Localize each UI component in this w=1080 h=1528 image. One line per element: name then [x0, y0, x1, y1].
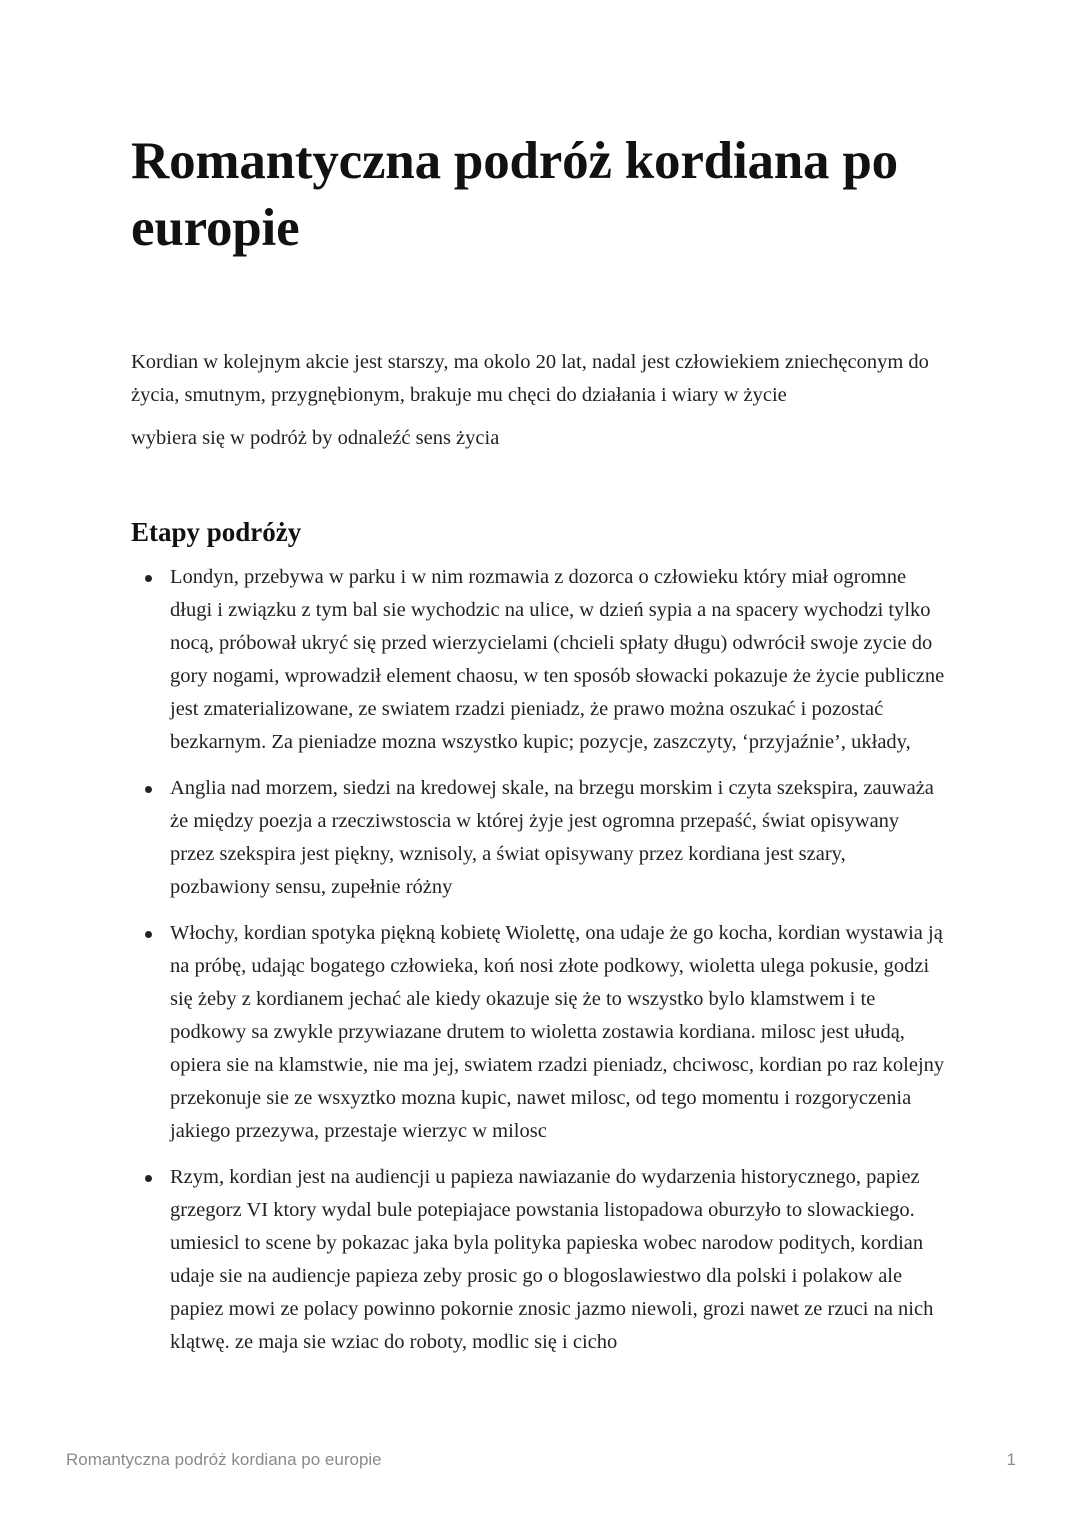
intro-paragraph: Kordian w kolejnym akcie jest starszy, ma okolo 20 lat, nadal jest człowiekiem zniechęconym do życia, smutnym, przygnębionym, brakuje mu chęci do działania i wiary w życie [131, 351, 929, 406]
list-item-text: Londyn, przebywa w parku i w nim rozmawia z dozorca o człowieku który miał ogromne długi i związku z tym bal sie wychodzic na ulice, w dzień sypia a na spacery wychodzi tylko nocą, próbował ukryć się przed wierzycielami (chcieli spłaty długu) odwrócił swoje zycie do gory nogami, wprowadził element chaosu, w ten sposób słowacki pokazuje że życie publiczne jest zmaterializowane, ze swiatem rzadzi pieniadz, że prawo można oszukać i pozostać bezkarnym. Za pieniadze mozna wszystko kupic; pozycje, zaszczyty, ‘przyjaźnie’, układy, [170, 566, 945, 753]
page-footer [66, 1448, 1016, 1472]
bullet-icon [145, 786, 152, 793]
document-title: Romantyczna podróż kordiana po europie [131, 132, 898, 257]
list-item-text: Rzym, kordian jest na audiencji u papieza nawiazanie do wydarzenia historycznego, papiez grzegorz VI ktory wydal bule potepiajace powstania listopadowa oburzyło to slowackiego. umiesicl to scene by pokazac jaka byla polityka papieska wobec narodow podityсh, kordian udaje sie na audiencje papieza zeby prosic go o blogoslawiestwo dla polski i polakow ale papiez mowi ze polacy powinno pokornie znosic jazmo niewoli, grozi nawet ze rzuci na nich klątwę. ze maja sie wziac do roboty, modlic się i cicho [170, 1166, 934, 1353]
footer-title: Romantyczna podróż kordiana po europie [66, 1450, 382, 1469]
list-item [131, 772, 946, 904]
stages-list [131, 561, 946, 1359]
list-item [131, 1161, 946, 1359]
intro-section [131, 346, 946, 455]
section-heading: Etapy podróży [131, 517, 302, 547]
bullet-icon [145, 931, 152, 938]
list-item [131, 917, 946, 1148]
intro-paragraph: wybiera się w podróż by odnaleźć sens życia [131, 427, 500, 449]
bullet-icon [145, 575, 152, 582]
bullet-icon [145, 1175, 152, 1182]
list-item-text: Anglia nad morzem, siedzi na kredowej skale, na brzegu morskim i czyta szekspira, zauważa że między poezja a rzecziwstoscia w której żyje jest ogromna przepaść, świat opisywany przez szekspira jest piękny, wznisoly, a świat opisywany przez kordiana jest szary, pozbawiony sensu, zupełnie różny [170, 777, 934, 898]
page-number: 1 [1006, 1450, 1016, 1469]
list-item [131, 561, 946, 759]
list-item-text: Włochy, kordian spotyka piękną kobietę Wiolettę, ona udaje że go kocha, kordian wystawia ją na próbę, udając bogatego człowieka, koń nosi złote podkowy, wioletta ulega pokusie, godzi się żeby z kordianem jechać ale kiedy okazuje się że to wszystko bylo klamstwem i te podkowy sa zwykle przywiazane drutem to wioletta zostawia kordiana. milosc jest ułudą, opiera sie na klamstwie, nie ma jej, swiatem rzadzi pieniadz, chciwosc, kordian po raz kolejny przekonuje sie ze wsxyztko mozna kupic, nawet milosc, od tego momentu i rozgoryczenia jakiego przezywa, przestaje wierzyc w milosc [170, 922, 945, 1142]
